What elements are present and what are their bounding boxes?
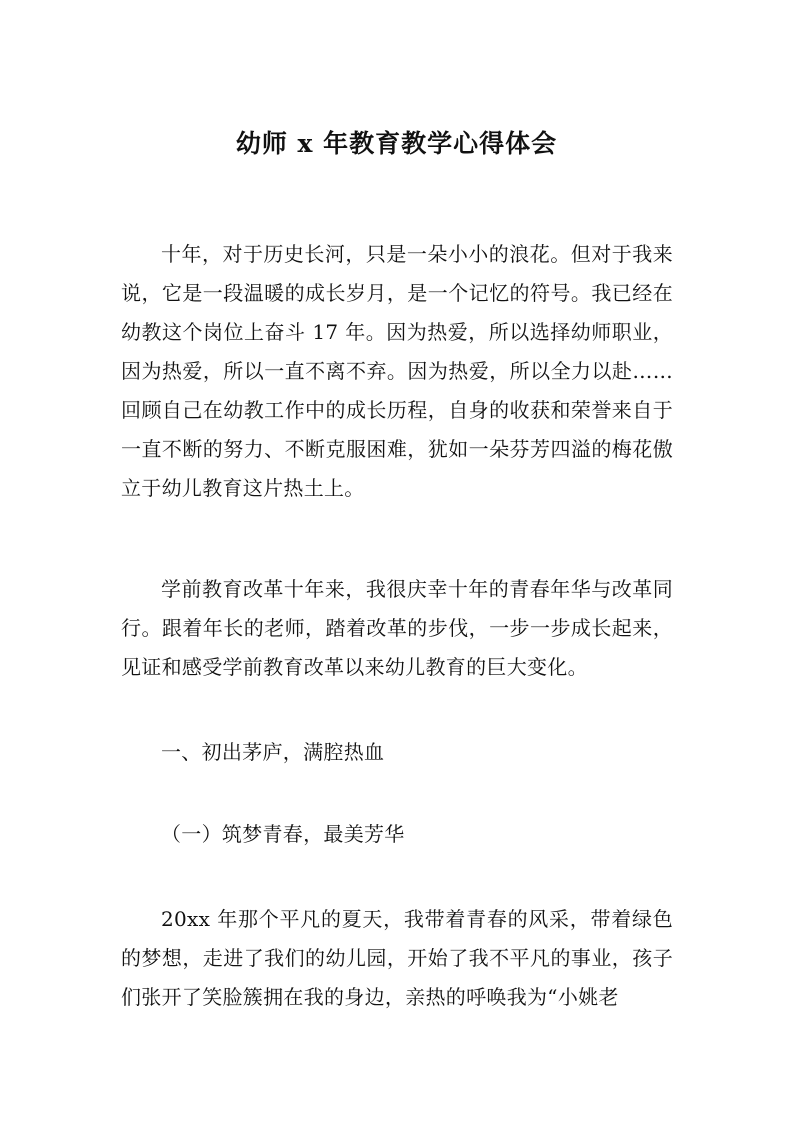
paragraph-summer: 20xx 年那个平凡的夏天，我带着青春的风采，带着绿色的梦想，走进了我们的幼儿园，开始了我不平凡的事业，孩子们张开了笑脸簇拥在我的身边，亲热的呼唤我为“小姚老 bbox=[121, 907, 673, 1009]
document-title: 幼师 x 年教育教学心得体会 bbox=[235, 129, 558, 158]
section-heading: 一、初出茅庐，满腔热血 bbox=[161, 740, 385, 764]
subsection-heading: （一）筑梦青春，最美芳华 bbox=[161, 822, 405, 846]
paragraph-reform: 学前教育改革十年来，我很庆幸十年的青春年华与改革同行。跟着年长的老师，踏着改革的步伐，一步一步成长起来，见证和感受学前教育改革以来幼儿教育的巨大变化。 bbox=[121, 577, 673, 679]
paragraph-intro: 十年，对于历史长河，只是一朵小小的浪花。但对于我来说，它是一段温暖的成长岁月，是一个记忆的符号。我已经在幼教这个岗位上奋斗 17 年。因为热爱，所以选择幼师职业，因为热爱，所以一直不离不弃。因为热爱，所以全力以赴……回顾自己在幼教工作中的成长历程，自身的收获和荣誉来自于一直不断的努力、不断克服困难，犹如一朵芬芳四溢的梅花傲立于幼儿教育这片热土上。 bbox=[121, 242, 673, 500]
